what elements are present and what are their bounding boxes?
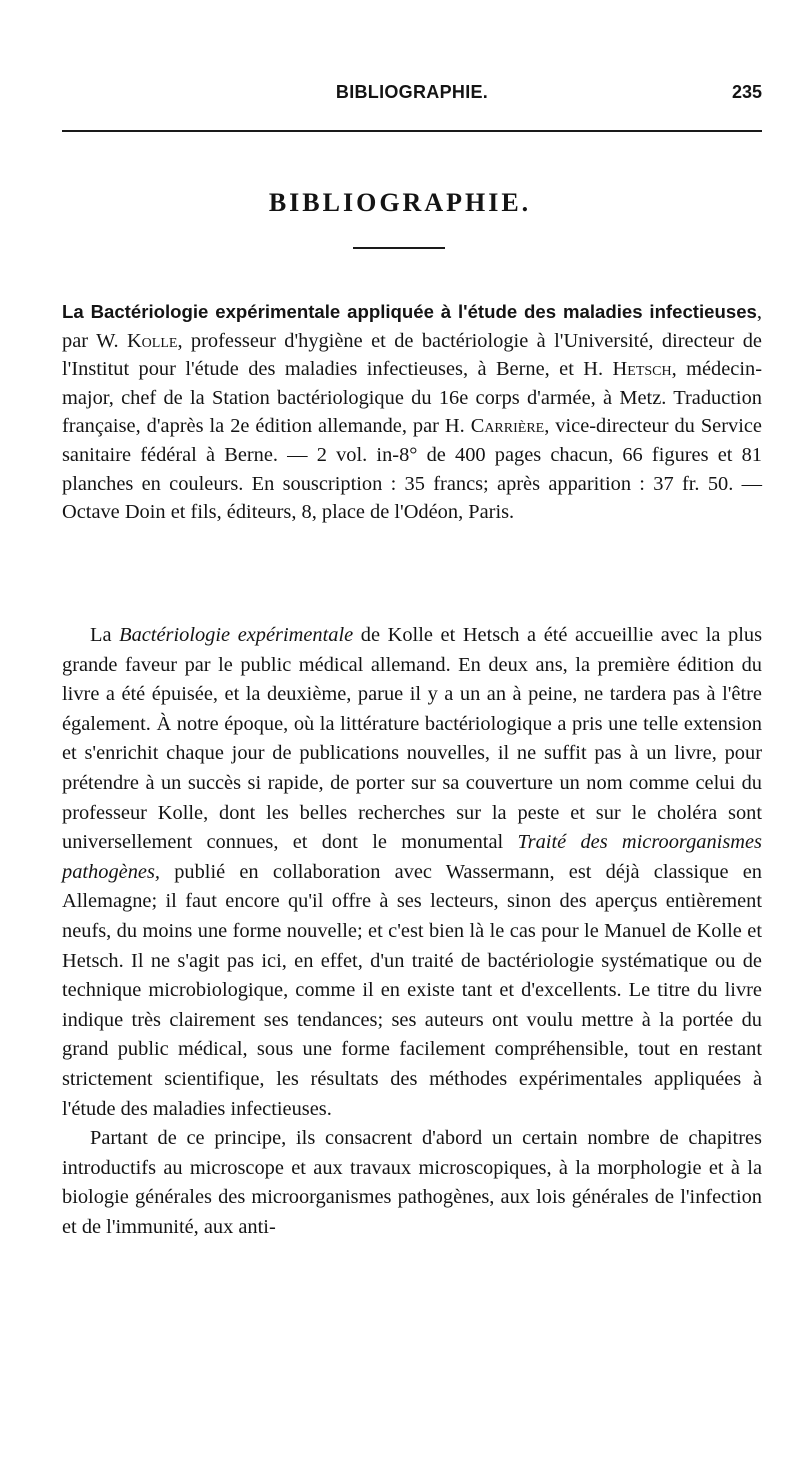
- header-rule: [62, 130, 762, 132]
- italic-book-title: Bactériologie expérimentale: [119, 624, 354, 646]
- author-name-kolle: Kolle: [126, 329, 178, 352]
- translator-name: Carrière: [470, 415, 545, 438]
- paragraph-2: Partant de ce principe, ils consacrent d'abord un certain nombre de chapitres introductifs au microscope et aux travaux microscopiques, à la morphologie et à la biologie générales des microorganismes pathogènes, aux lois générales de l'infection et de l'immunité, aux anti-: [62, 1127, 762, 1238]
- author-description-hetsch: , médecin-major, chef de la Station bactériologique du 16e corps d'armée, à Metz. Traduction française, d'après la 2e édition allemande, par H.: [62, 358, 762, 438]
- paragraph-1: [62, 621, 762, 1124]
- paragraph-1-text-a: La: [90, 624, 120, 646]
- running-title: BIBLIOGRAPHIE.: [335, 82, 489, 102]
- section-title: BIBLIOGRAPHIE.: [268, 188, 532, 217]
- page-number: 235: [731, 82, 762, 102]
- work-title: La Bactériologie expérimentale appliquée à l'étude des maladies infectieuses: [62, 301, 757, 322]
- title-rule: [353, 247, 445, 249]
- author-name-hetsch: Hetsch: [612, 358, 672, 381]
- review-body: [62, 621, 762, 1242]
- author-description-kolle: , professeur d'hygiène et de bactériologie à l'Université, directeur de l'Institut pour l'étude des maladies infectieuses, à Berne, et H.: [62, 329, 762, 381]
- italic-treatise-title: Traité des microorganismes pathogènes,: [62, 831, 762, 883]
- paragraph-1-text-c: publié en collaboration avec Wassermann, est déjà classique en Allemagne; il faut encore qu'il offre à ses lecteurs, sinon des aperçus entièrement neufs, du moins une forme nouvelle; et c'est bien là le cas pour le Manuel de Kolle et Hetsch. Il ne s'agit pas ici, en effet, d'un traité de bactériologie systématique ou de technique microbiologique, comme il en existe tant et d'excellents. Le titre du livre indique très clairement ses tendances; ses auteurs ont voulu mettre à la portée du grand public médical, sous une forme facilement compréhensible, tout en restant strictement scientifique, les résultats des méthodes expérimentales appliquées à l'étude des maladies infectieuses.: [62, 860, 762, 1120]
- publication-details: , vice-directeur du Service sanitaire fédéral à Berne. — 2 vol. in-8° de 400 pages chacun, 66 figures et 81 planches en couleurs. En souscription : 35 francs; après apparition : 37 fr. 50. — Octave Doin et fils, éditeurs, 8, place de l'Odéon, Paris.: [62, 415, 762, 524]
- paragraph-1-text-b: de Kolle et Hetsch a été accueillie avec la plus grande faveur par le public médical allemand. En deux ans, la première édition du livre a été épuisée, et la deuxième, parue il y a un an à peine, ne tardera pas à l'être également. À notre époque, où la littérature bactériologique a pris une telle extension et s'enrichit chaque jour de publications nouvelles, il ne suffit pas à un livre, pour prétendre à un succès si rapide, de porter sur sa couverture un nom comme celui du professeur Kolle, dont les belles recherches sur la peste et sur le choléra sont universellement connues, et dont le monumental: [62, 624, 762, 854]
- entry-par: , par W.: [62, 301, 762, 352]
- bibliographic-entry: [62, 298, 762, 527]
- running-header: [62, 80, 762, 108]
